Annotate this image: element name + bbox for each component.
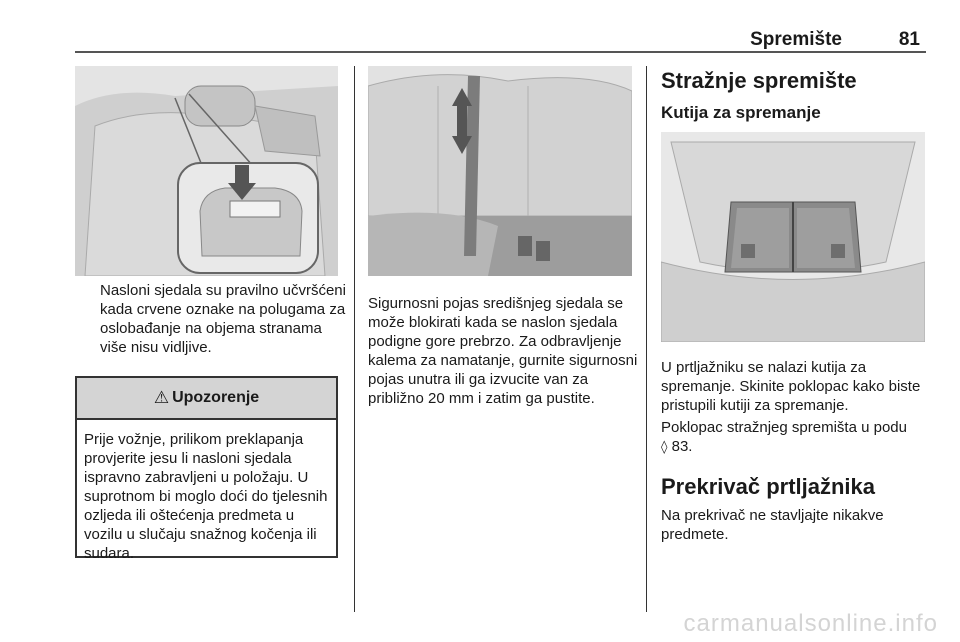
center-seatbelt-illustration [368,66,632,276]
warning-text: Prije vožnje, prilikom preklapanja provjerite jesu li nasloni sjedala ispravno zabravljeni u položaju. U suprotnom bi moglo doći do tjelesnih ozljeda ili oštećenja predmeta u vozilu u slučaju snažnog kočenja ili sudara. [84,431,328,562]
warning-header [77,378,336,420]
trunk-storage-box-illustration [661,132,925,342]
seatbelt-caption: Sigurnosni pojas središnjeg sjedala se može blokirati kada se naslon sjedala podigne gore prebrzo. Za odbravljenje kalema za namatanje, gurnite sigurnosni pojas unutra ili ga izvucite van za približno 20 mm i zatim ga pustite. [368,295,638,407]
watermark: carmanualsonline.info [683,610,938,637]
warning-triangle-icon: ⚠ [153,388,170,407]
trunk-storage-box-image [661,132,925,342]
column-divider [646,66,647,612]
floor-cover-text: Poklopac stražnjeg spremišta u podu [661,419,907,436]
section-heading-load-cover: Prekrivač prtljažnika [661,474,876,499]
header-rule [75,51,926,53]
subheading-storage-box: Kutija za spremanje [661,103,821,122]
headrest-caption: Nasloni sjedala su pravilno učvršćeni kada crvene oznake na polugama za oslobađanje na objema stranama više nisu vidljive. [100,282,346,356]
headrest-latch-illustration [75,66,338,276]
warning-title: Upozorenje [172,389,260,406]
page-header-title: Spremište [750,29,842,50]
page-number: 81 [898,29,920,50]
headrest-latch-image [75,66,338,276]
page-reference-icon: ◊ [661,440,668,455]
center-seatbelt-image [368,66,632,276]
page-reference-link[interactable]: 83. [671,438,693,455]
section-heading-rear-storage: Stražnje spremište [661,68,857,93]
column-divider [354,66,355,612]
floor-cover-reference [661,418,929,457]
storage-box-paragraph: U prtljažniku se nalazi kutija za spremanje. Skinite poklopac kako biste pristupili kutiji za spremanje. [661,359,921,414]
warning-box [75,376,338,562]
load-cover-paragraph: Na prekrivač ne stavljajte nikakve predmete. [661,507,884,543]
